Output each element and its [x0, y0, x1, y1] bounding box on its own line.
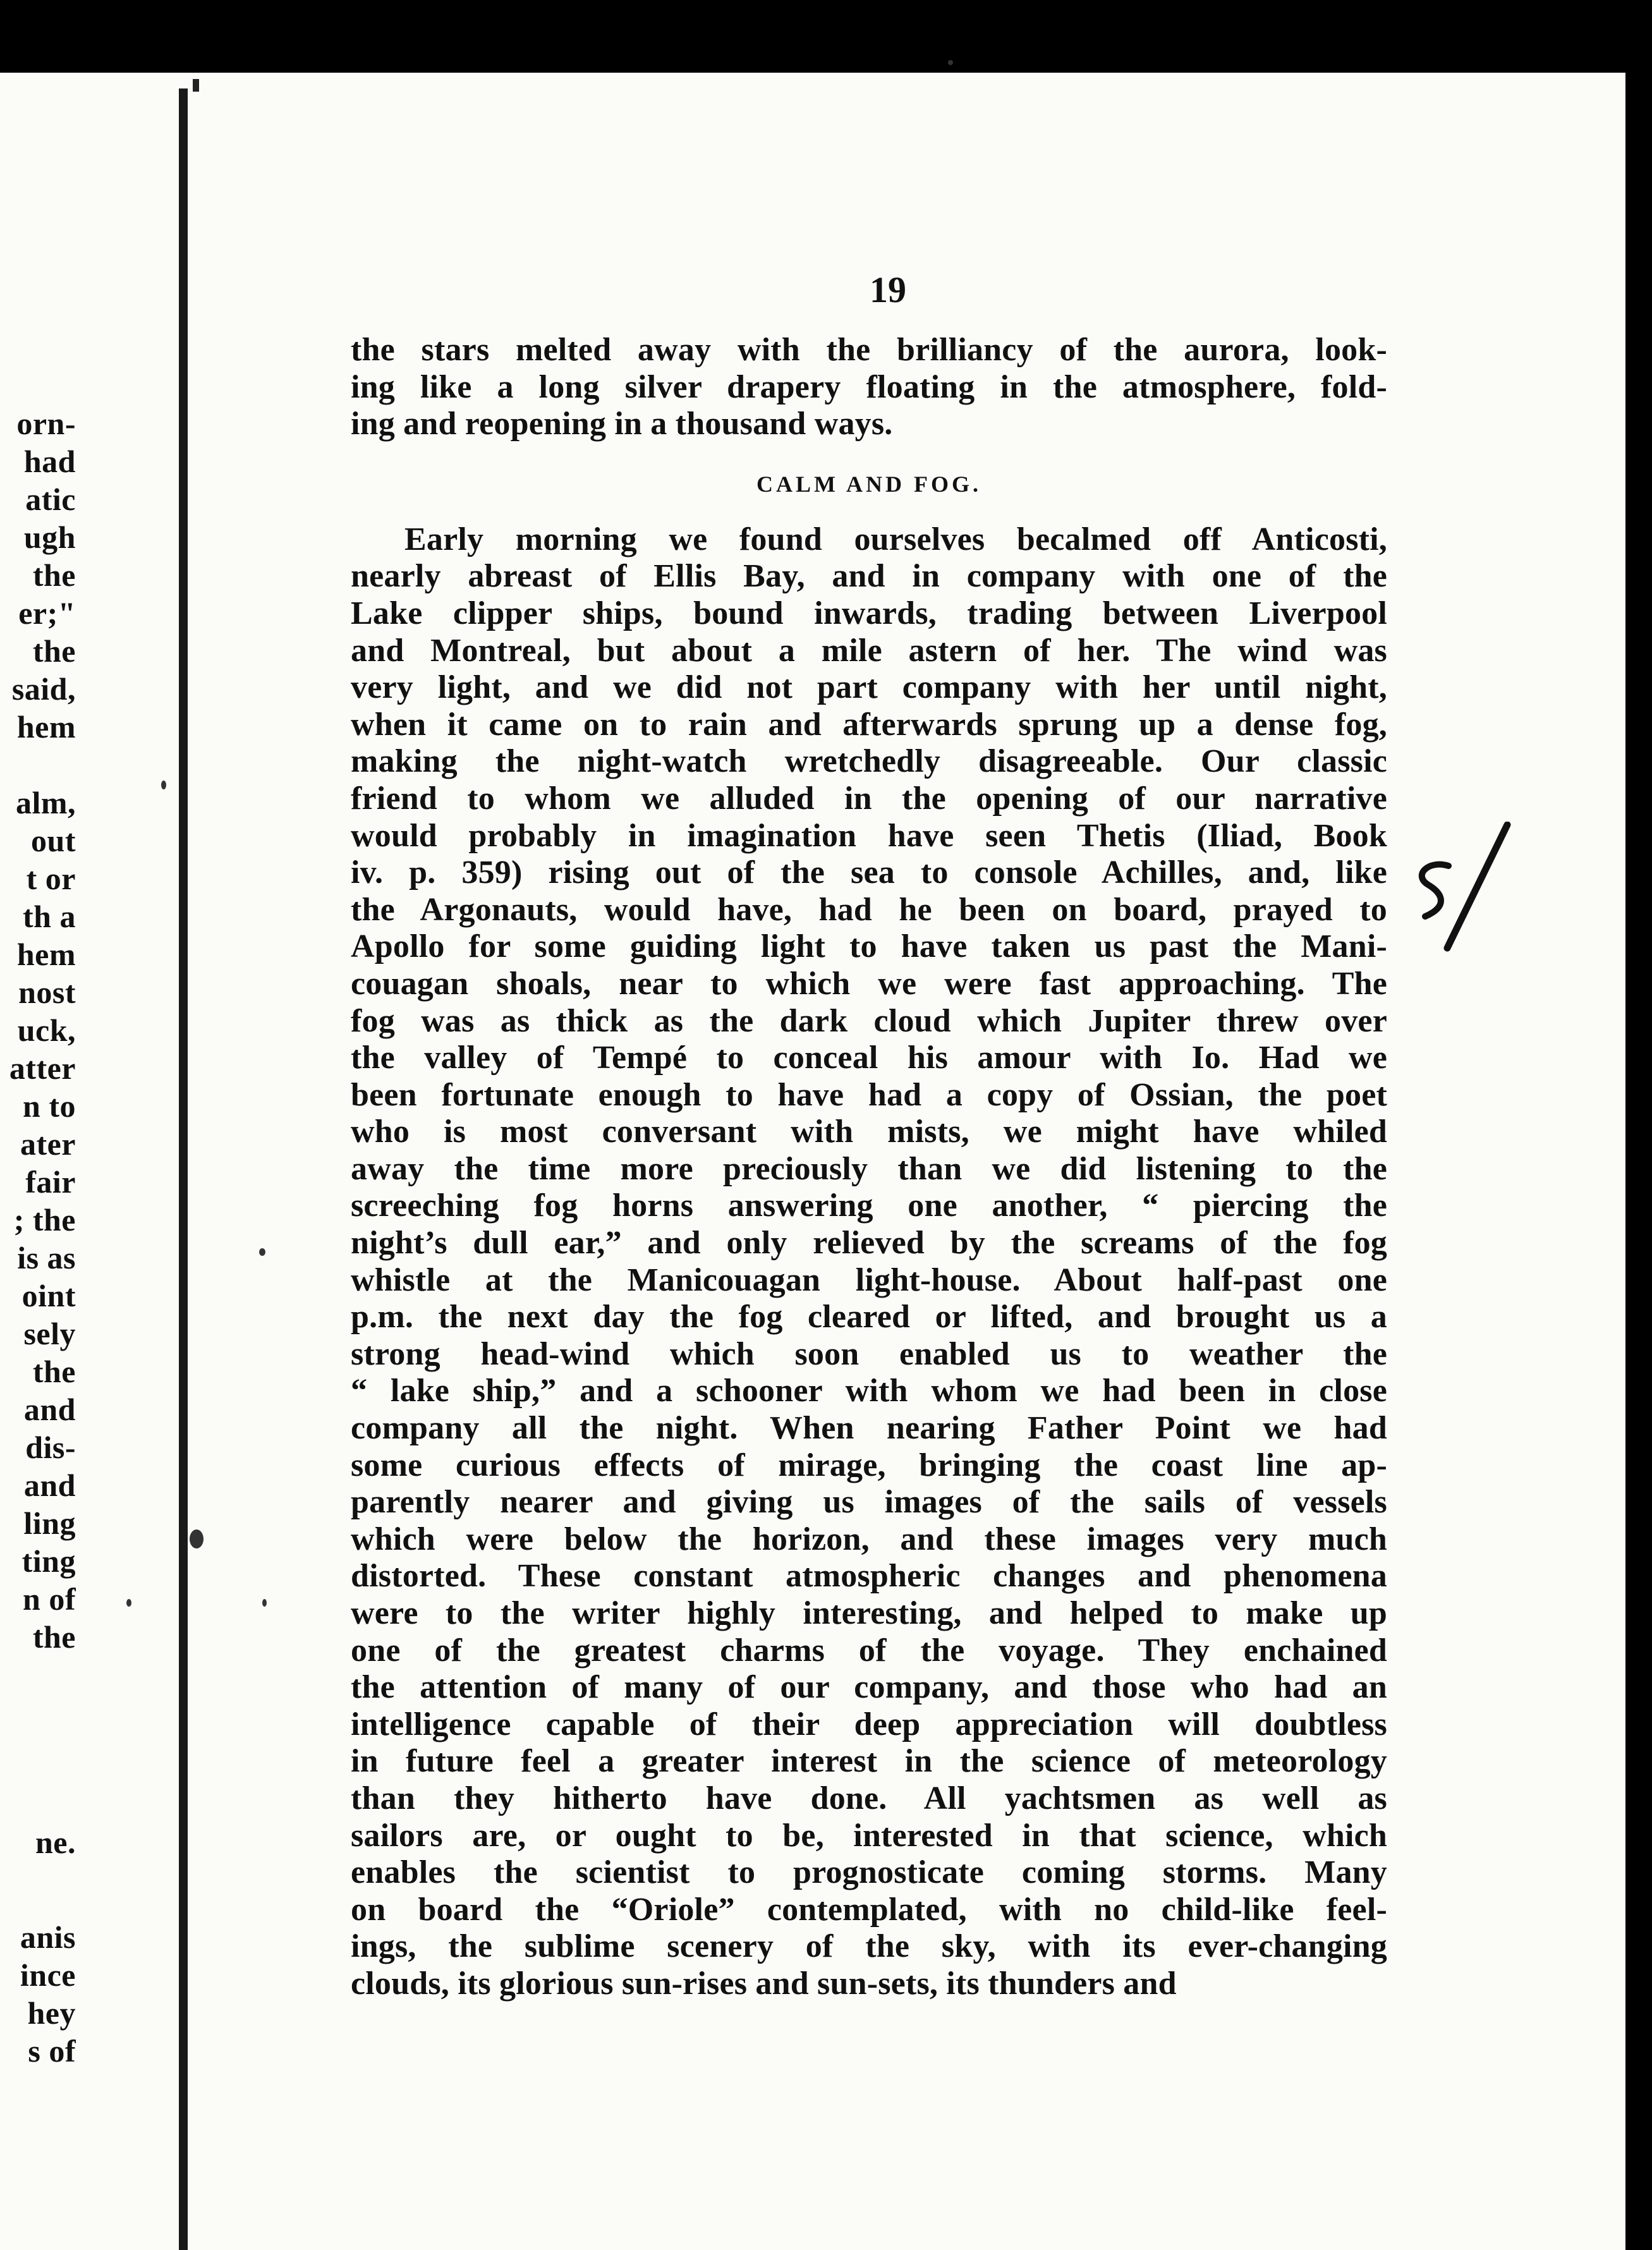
left-page-fragment: the — [32, 633, 76, 669]
text-line: one of the greatest charms of the voyage. They enchained — [351, 1632, 1387, 1669]
left-page-fragment: fair — [25, 1164, 76, 1200]
text-line: Early morning we found ourselves becalmed off Anticosti, — [404, 521, 1387, 557]
text-line: would probably in imagination have seen Thetis (Iliad, Book — [351, 817, 1387, 854]
text-line: ing and reopening in a thousand ways. — [351, 406, 893, 442]
left-page-fragment: sely — [23, 1316, 76, 1351]
left-page-fragment: t or — [26, 861, 76, 896]
left-page-fragment: the — [32, 557, 76, 593]
text-line: away the time more preciously than we did listening to the — [351, 1150, 1387, 1187]
text-line: enables the scientist to prognosticate coming storms. Many — [351, 1854, 1387, 1891]
left-page-fragment: alm, — [15, 785, 76, 820]
text-line: Apollo for some guiding light to have taken us past the Mani- — [351, 928, 1387, 965]
left-page-fragment: anis — [20, 1919, 76, 1955]
left-page-fragment: ling — [23, 1505, 76, 1541]
left-page-fragment: ater — [20, 1126, 76, 1162]
left-page-fragment: oint — [21, 1278, 76, 1313]
left-page-fragment: orn- — [16, 406, 76, 441]
text-line: on board the “Oriole” contemplated, with no child-like feel- — [351, 1891, 1387, 1928]
text-line: iv. p. 359) rising out of the sea to console Achilles, and, like — [351, 854, 1387, 891]
left-page-fragment: ; the — [13, 1202, 76, 1238]
scan-speck — [161, 781, 166, 789]
text-line: distorted. These constant atmospheric changes and phenomena — [351, 1558, 1387, 1595]
gutter-blot — [190, 1529, 203, 1548]
text-line: the attention of many of our company, and those who had an — [351, 1669, 1387, 1706]
intro-paragraph — [351, 332, 1387, 443]
text-line: when it came on to rain and afterwards sprung up a dense fog, — [351, 706, 1387, 743]
text-line: and Montreal, but about a mile astern of her. The wind was — [351, 632, 1387, 669]
text-line: some curious effects of mirage, bringing the coast line ap- — [351, 1447, 1387, 1483]
left-page-fragment: hem — [16, 709, 76, 745]
text-line: sailors are, or ought to be, interested in that science, which — [351, 1817, 1387, 1854]
left-page-fragment: ince — [20, 1957, 76, 1993]
text-line: who is most conversant with mists, we might have whiled — [351, 1114, 1387, 1150]
scan-speck — [126, 1599, 131, 1607]
previous-page-edge — [0, 0, 76, 2250]
binding-gutter-line — [179, 88, 188, 2250]
left-page-fragment: had — [23, 444, 76, 479]
text-line: couagan shoals, near to which we were fast approaching. The — [351, 965, 1387, 1002]
text-line: p.m. the next day the fog cleared or lifted, and brought us a — [351, 1299, 1387, 1335]
page-number: 19 — [870, 269, 906, 310]
body-paragraph — [351, 521, 1387, 2003]
text-line: which were below the horizon, and these images very much — [351, 1521, 1387, 1557]
left-page-fragment: atter — [9, 1050, 76, 1086]
left-page-fragment: hem — [16, 937, 76, 972]
text-line: the stars melted away with the brilliancy of the aurora, look- — [351, 332, 1387, 368]
left-page-fragment: atic — [25, 482, 76, 517]
left-page-fragment: and — [23, 1468, 76, 1503]
text-line: fog was as thick as the dark cloud which Jupiter threw over — [351, 1002, 1387, 1039]
page-text — [351, 332, 1387, 2003]
left-page-fragment: hey — [27, 1995, 76, 2031]
left-page-fragment: n of — [23, 1581, 76, 1617]
left-page-fragment: the — [32, 1354, 76, 1389]
left-page-fragment: and — [23, 1392, 76, 1427]
scan-speck — [948, 60, 953, 65]
left-page-fragment: s of — [28, 2033, 76, 2069]
text-line: intelligence capable of their deep appreciation will doubtless — [351, 1706, 1387, 1742]
text-line: “ lake ship,” and a schooner with whom we had been in close — [351, 1373, 1387, 1409]
text-line: making the night-watch wretchedly disagreeable. Our classic — [351, 743, 1387, 780]
text-line: were to the writer highly interesting, and helped to make up — [351, 1595, 1387, 1631]
text-line: ing like a long silver drapery floating in the atmosphere, fold- — [351, 368, 1387, 405]
handwritten-mark-icon — [1409, 822, 1517, 961]
text-line: strong head-wind which soon enabled us to weather the — [351, 1335, 1387, 1372]
left-page-fragment: said, — [11, 671, 76, 707]
text-line: whistle at the Manicouagan light-house. About half-past one — [351, 1262, 1387, 1298]
text-line: clouds, its glorious sun-rises and sun-sets, its thunders and — [351, 1965, 1177, 2002]
binding-gutter-top — [193, 79, 199, 92]
text-line: screeching fog horns answering one another, “ piercing the — [351, 1188, 1387, 1224]
text-line: ings, the sublime scenery of the sky, with its ever-changing — [351, 1928, 1387, 1965]
left-page-fragment: ugh — [23, 520, 76, 555]
text-line: been fortunate enough to have had a copy of Ossian, the poet — [351, 1076, 1387, 1113]
text-line: nearly abreast of Ellis Bay, and in company with one of the — [351, 558, 1387, 595]
scan-speck — [262, 1599, 267, 1607]
left-page-fragment: out — [31, 823, 76, 858]
text-line: than they hitherto have done. All yachtsmen as well as — [351, 1780, 1387, 1816]
text-line: very light, and we did not part company with her until night, — [351, 669, 1387, 706]
text-line: parently nearer and giving us images of the sails of vessels — [351, 1484, 1387, 1521]
text-line: friend to whom we alluded in the opening of our narrative — [351, 780, 1387, 817]
left-page-fragment: uck, — [17, 1013, 76, 1048]
left-page-fragment: th a — [23, 899, 76, 934]
text-line: the valley of Tempé to conceal his amour with Io. Had we — [351, 1040, 1387, 1076]
left-page-fragment: ne. — [35, 1825, 76, 1860]
left-page-fragment: nost — [18, 975, 76, 1010]
text-line: company all the night. When nearing Father Point we had — [351, 1410, 1387, 1447]
text-line: in future feel a greater interest in the science of meteorology — [351, 1743, 1387, 1780]
text-line: night’s dull ear,” and only relieved by the screams of the fog — [351, 1225, 1387, 1262]
scan-speck — [259, 1248, 265, 1256]
left-page-fragment: er;" — [18, 595, 76, 631]
left-page-fragment: ting — [21, 1543, 76, 1579]
scan-border — [1625, 0, 1652, 2250]
left-page-fragment: the — [32, 1619, 76, 1655]
text-line: the Argonauts, would have, had he been on board, prayed to — [351, 891, 1387, 928]
left-page-fragment: n to — [23, 1088, 76, 1124]
left-page-fragment: dis- — [25, 1430, 76, 1465]
text-line: Lake clipper ships, bound inwards, trading between Liverpool — [351, 595, 1387, 631]
section-heading: CALM AND FOG. — [756, 471, 981, 497]
left-page-fragment: is as — [17, 1240, 76, 1275]
